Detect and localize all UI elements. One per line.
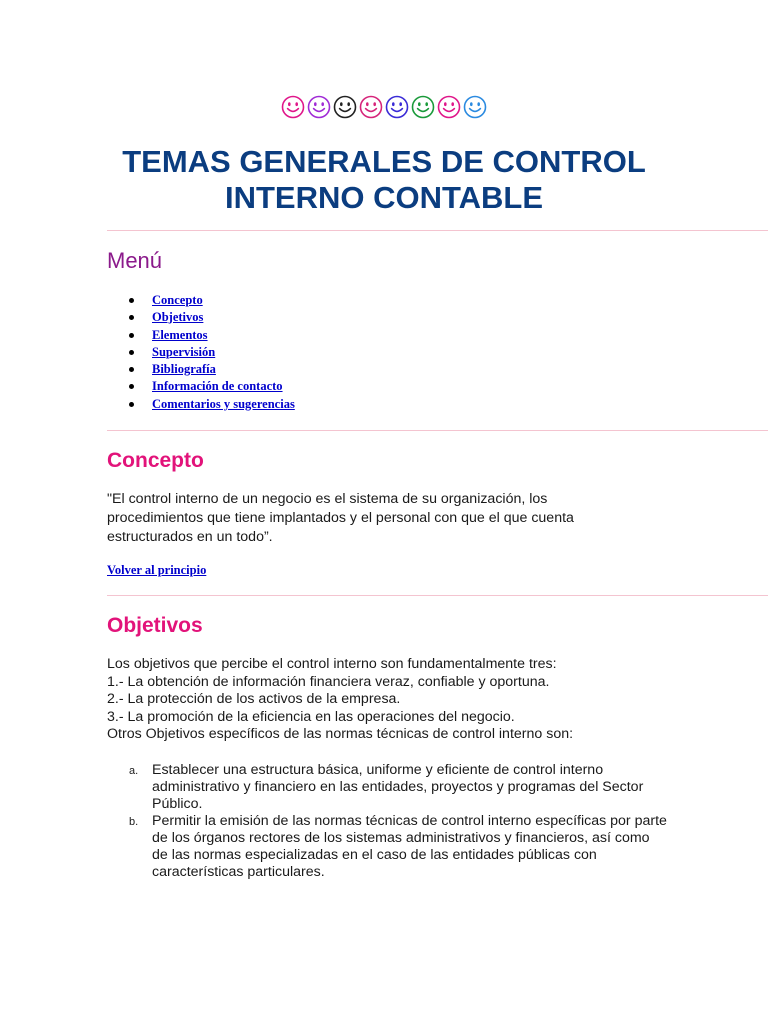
list-item-text: Permitir la emisión de las normas técnicas de control interno específicas por parte de los órganos rectores de los sistemas administrativos y financieros, así como de las normas especializadas en el caso de las entidades públicas con características particulares. — [152, 813, 667, 880]
bullet-icon — [129, 367, 134, 372]
list-marker: a. — [129, 765, 139, 777]
menu-link-supervision[interactable]: Supervisión — [152, 344, 216, 359]
smiley-face-icon — [332, 94, 358, 120]
smiley-face-icon — [410, 94, 436, 120]
smiley-row — [0, 94, 768, 120]
bullet-icon — [129, 384, 134, 389]
objetivos-line: 2.- La protección de los activos de la empresa. — [107, 691, 401, 708]
page-title-line-1: TEMAS GENERALES DE CONTROL — [122, 144, 646, 179]
divider — [107, 230, 768, 231]
menu-link-contacto[interactable]: Información de contacto — [152, 379, 283, 394]
list-marker: b. — [129, 816, 139, 828]
objetivos-line: 1.- La obtención de información financiera veraz, confiable y oportuna. — [107, 673, 550, 690]
menu-link-objetivos[interactable]: Objetivos — [152, 310, 204, 325]
list-item — [129, 762, 669, 813]
back-to-top-link[interactable]: Volver al principio — [107, 563, 207, 577]
list-item — [129, 813, 669, 881]
bullet-icon — [129, 315, 134, 320]
menu-link-bibliografia[interactable]: Bibliografía — [152, 362, 216, 377]
objetivos-line: Los objetivos que percibe el control interno son fundamentalmente tres: — [107, 656, 557, 672]
page-title — [0, 144, 768, 216]
concepto-text: "El control interno de un negocio es el sistema de su organización, los procedimientos que tiene implantados y el personal con que el que cuenta estructurados en un todo”. — [107, 491, 574, 546]
bullet-icon — [129, 350, 134, 355]
objetivos-line: 3.- La promoción de la eficiencia en las operaciones del negocio. — [107, 708, 515, 725]
menu-link-comentarios[interactable]: Comentarios y sugerencias — [152, 396, 295, 411]
smiley-face-icon — [358, 94, 384, 120]
smiley-face-icon — [436, 94, 462, 120]
divider — [107, 430, 768, 431]
objetivos-text — [107, 656, 667, 744]
menu-link-elementos[interactable]: Elementos — [152, 327, 208, 342]
menu-heading: Menú — [107, 248, 163, 273]
smiley-face-icon — [306, 94, 332, 120]
objetivos-specific-list — [129, 762, 669, 881]
bullet-icon — [129, 402, 134, 407]
objetivos-line: Otros Objetivos específicos de las normas técnicas de control interno son: — [107, 726, 574, 743]
smiley-face-icon — [384, 94, 410, 120]
smiley-face-icon — [462, 94, 488, 120]
menu-link-concepto[interactable]: Concepto — [152, 293, 203, 307]
page-title-line-2: INTERNO CONTABLE — [224, 180, 544, 215]
list-item-text: Establecer una estructura básica, uniforme y eficiente de control interno administrativo y financiero en las entidades, proyectos y programas del Sector Público. — [152, 762, 644, 812]
bullet-icon — [129, 298, 134, 303]
smiley-face-icon — [280, 94, 306, 120]
bullet-icon — [129, 333, 134, 338]
objetivos-heading: Objetivos — [107, 614, 203, 637]
divider — [107, 595, 768, 596]
concepto-heading: Concepto — [107, 449, 204, 472]
